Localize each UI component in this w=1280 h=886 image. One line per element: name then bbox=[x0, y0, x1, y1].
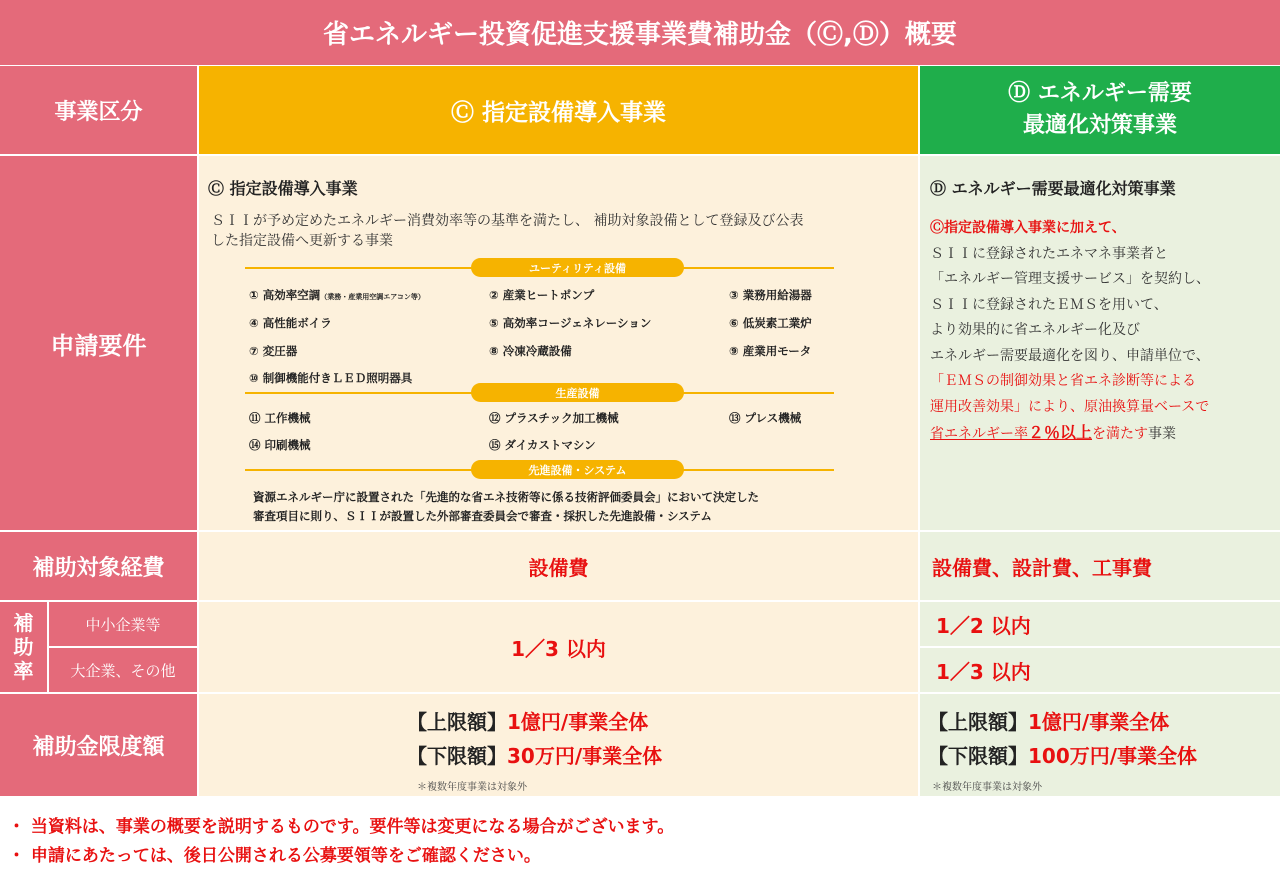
requirements-d-heading: Ⓓ エネルギー需要最適化対策事業 bbox=[930, 179, 1176, 198]
rate-sme-label: 中小企業等 bbox=[49, 602, 197, 646]
limits-d-cell bbox=[920, 694, 1280, 796]
body-line: ＳＩＩに登録されたエネマネ事業者と bbox=[930, 245, 1168, 262]
rate-d-sme-value: 1／2 以内 bbox=[920, 602, 1280, 646]
energy-saving-rate-value: ２％以上 bbox=[1028, 423, 1093, 442]
rate-c-value: 1／3 以内 bbox=[199, 602, 918, 692]
limits-c-upper bbox=[407, 706, 648, 735]
upper-bracket: 【上限額】 bbox=[928, 710, 1028, 734]
energy-saving-rate-label: 省エネルギー率 bbox=[930, 426, 1028, 442]
body-line-red: 運用改善効果」により、原油換算量ベースで bbox=[930, 398, 1210, 415]
requirements-label: 申請要件 bbox=[0, 156, 197, 530]
footnote-2: ・ 申請にあたっては、後日公開される公募要領等をご確認ください。 bbox=[8, 846, 541, 866]
rate-large-label: 大企業、その他 bbox=[49, 648, 197, 692]
rate-label-char: 率 bbox=[13, 659, 34, 683]
upper-value: 1億円/事業全体 bbox=[1028, 710, 1170, 734]
description-line-1: ＳＩＩが予め定めたエネルギー消費効率等の基準を満たし、 補助対象設備として登録及び公表 bbox=[211, 213, 804, 229]
footnote-1: ・ 当資料は、事業の概要を説明するものです。要件等は変更になる場合がございます。 bbox=[8, 817, 675, 837]
header-col-d-line2: 最適化対策事業 bbox=[1022, 113, 1177, 138]
category-badge-production: 生産設備 bbox=[471, 383, 684, 402]
body-line: より効果的に省エネルギー化及び bbox=[930, 322, 1140, 338]
upper-bracket: 【上限額】 bbox=[407, 710, 507, 734]
page-title: 省エネルギー投資促進支援事業費補助金（Ⓒ,Ⓓ）概要 bbox=[0, 0, 1280, 65]
requirements-d-body bbox=[930, 216, 1210, 448]
body-line: ＳＩＩに登録されたＥＭＳを用いて、 bbox=[930, 296, 1168, 313]
list-item: ⑥ 低炭素工業炉 bbox=[729, 316, 812, 330]
lower-value: 30万円/事業全体 bbox=[507, 744, 663, 768]
costs-c-value: 設備費 bbox=[199, 532, 918, 600]
limits-c-note: ＊複数年度事業は対象外 bbox=[417, 782, 527, 793]
list-item: ⑨ 産業用モータ bbox=[729, 344, 812, 358]
list-item: ⑫ プラスチック加工機械 bbox=[489, 411, 619, 425]
list-item: ⑭ 印刷機械 bbox=[249, 438, 311, 452]
costs-d-value: 設備費、設計費、工事費 bbox=[920, 532, 1280, 600]
upper-value: 1億円/事業全体 bbox=[507, 710, 649, 734]
limits-c-lower bbox=[407, 740, 662, 769]
requirements-c-description bbox=[211, 211, 803, 251]
rate-d-large-value: 1／3 以内 bbox=[920, 648, 1280, 692]
body-line-red: 「ＥＭＳの制御効果と省エネ診断等による bbox=[930, 373, 1196, 389]
body-line: 「エネルギー管理支援サービス」を契約し、 bbox=[930, 271, 1210, 287]
header-col-c: Ⓒ 指定設備導入事業 bbox=[199, 66, 918, 154]
list-item: ⑪ 工作機械 bbox=[249, 411, 311, 425]
limits-d-upper bbox=[928, 706, 1169, 735]
body-red-tail: を満たす bbox=[1092, 426, 1149, 442]
requirements-d-cell bbox=[920, 156, 1280, 530]
header-col-d bbox=[920, 66, 1280, 154]
body-tail: 事業 bbox=[1148, 426, 1177, 442]
rate-label-char: 助 bbox=[13, 635, 34, 659]
rate-label bbox=[0, 602, 47, 692]
header-row-label: 事業区分 bbox=[0, 66, 197, 154]
list-item: ⑩ 制御機能付きＬＥＤ照明器具 bbox=[249, 371, 413, 385]
lower-bracket: 【下限額】 bbox=[928, 744, 1028, 768]
limits-d-lower bbox=[928, 740, 1197, 769]
requirements-c-heading: Ⓒ 指定設備導入事業 bbox=[208, 179, 358, 198]
list-item: ① 高効率空調（業務・産業用空調エアコン等） bbox=[249, 288, 425, 302]
bullet: ・ bbox=[8, 846, 31, 866]
advanced-note-line-1: 資源エネルギー庁に設置された「先進的な省エネ技術等に係る技術評価委員会」において決定した bbox=[253, 490, 759, 504]
advanced-note bbox=[253, 488, 759, 526]
requirements-c-cell bbox=[199, 156, 918, 530]
list-item: ⑧ 冷凍冷蔵設備 bbox=[489, 344, 572, 358]
description-line-2: した指定設備へ更新する事業 bbox=[211, 233, 393, 249]
list-item: ⑮ ダイカストマシン bbox=[489, 438, 596, 452]
bullet: ・ bbox=[8, 817, 31, 837]
limits-c-cell bbox=[199, 694, 918, 796]
list-item: ③ 業務用給湯器 bbox=[729, 288, 812, 302]
body-line: エネルギー需要最適化を図り、申請単位で、 bbox=[930, 347, 1210, 364]
lower-value: 100万円/事業全体 bbox=[1028, 744, 1198, 768]
category-badge-advanced: 先進設備・システム bbox=[471, 460, 684, 479]
advanced-note-line-2: 審査項目に則り、ＳＩＩが設置した外部審査委員会で審査・採択した先進設備・システム bbox=[253, 509, 712, 523]
header-col-d-line1: Ⓓ エネルギー需要 bbox=[1008, 81, 1192, 106]
limits-d-note: ＊複数年度事業は対象外 bbox=[932, 782, 1042, 793]
list-item: ⑦ 変圧器 bbox=[249, 344, 298, 358]
list-item-note: （業務・産業用空調エアコン等） bbox=[320, 293, 425, 301]
list-item: ⑬ プレス機械 bbox=[729, 411, 802, 425]
body-line-final bbox=[930, 420, 1210, 448]
list-item: ② 産業ヒートポンプ bbox=[489, 288, 595, 302]
limits-label: 補助金限度額 bbox=[0, 694, 197, 796]
list-item: ④ 高性能ボイラ bbox=[249, 316, 332, 330]
rate-label-char: 補 bbox=[13, 611, 34, 635]
category-badge-utility: ユーティリティ設備 bbox=[471, 258, 684, 277]
costs-label: 補助対象経費 bbox=[0, 532, 197, 600]
list-item: ⑤ 高効率コージェネレーション bbox=[489, 316, 652, 330]
requirements-d-lead: Ⓒ指定設備導入事業に加えて、 bbox=[930, 220, 1126, 236]
lower-bracket: 【下限額】 bbox=[407, 744, 507, 768]
